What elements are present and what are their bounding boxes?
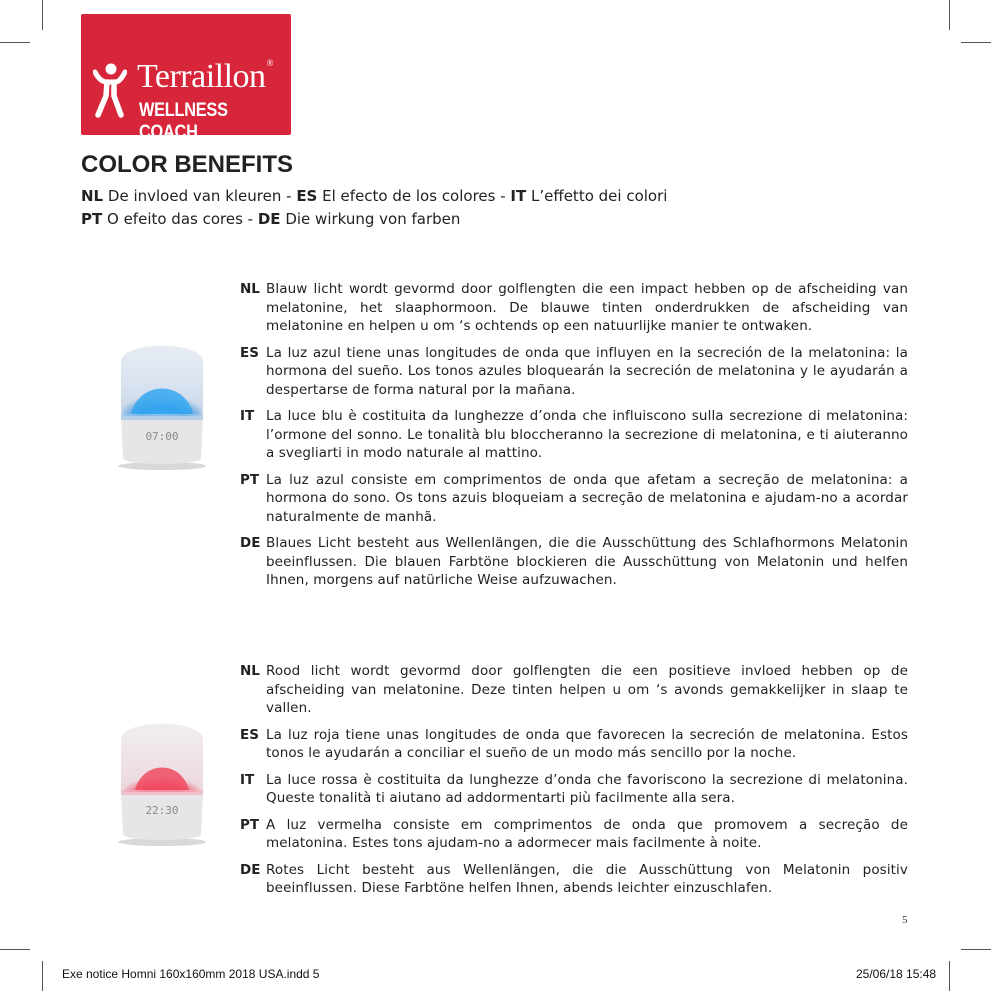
crop-mark <box>42 961 43 991</box>
footer-date: 25/06/18 15:48 <box>856 967 937 981</box>
crop-mark <box>42 0 43 30</box>
language-code: DE <box>257 210 281 228</box>
language-code: IT <box>240 771 255 788</box>
language-code: PT <box>240 816 260 833</box>
language-title: L’effetto dei colori <box>526 187 668 205</box>
footer-file-name: Exe notice Homni 160x160mm 2018 USA.indd 5 <box>62 967 320 981</box>
paragraph-it <box>240 407 908 463</box>
paragraph-pt <box>240 471 908 527</box>
language-titles-line-1 <box>81 187 667 205</box>
paragraph-nl <box>240 280 908 336</box>
language-title: O efeito das cores - <box>102 210 258 228</box>
brand-logo <box>81 14 291 143</box>
language-code: IT <box>240 408 255 424</box>
paragraph-text: La luce rossa è costituita da lunghezze d’onda che favoriscono la secrezione di melatonina. Queste tonalità ti aiutano ad addormentarti più facilmente alla sera. <box>266 771 908 806</box>
language-code: PT <box>81 210 103 228</box>
paragraph-nl <box>240 662 908 718</box>
language-code: PT <box>240 471 260 488</box>
language-code: ES <box>240 726 259 743</box>
page-title: COLOR BENEFITS <box>81 151 294 178</box>
language-code: DE <box>240 535 261 551</box>
language-titles-line-2 <box>81 210 460 228</box>
paragraph-text: La luz azul consiste em comprimentos de onda que afetam a secreção de melatonina: a hormona do sono. Os tons azuis bloqueiam a secreção de melatonina e ajudam-no a acordar naturalmente de manhã. <box>266 471 908 525</box>
paragraph-es <box>240 344 908 400</box>
red-light-section <box>240 662 908 898</box>
paragraph-it <box>240 771 908 808</box>
clock-display: 07:00 <box>145 430 179 443</box>
language-code: NL <box>240 281 260 297</box>
person-figure-icon <box>93 62 127 118</box>
blue-lamp-image <box>113 332 211 472</box>
crop-mark <box>0 42 30 43</box>
language-code: IT <box>510 187 527 205</box>
crop-mark <box>949 0 950 30</box>
paragraph-text: La luz roja tiene unas longitudes de onda que favorecen la secreción de melatonina. Estos tonos le ayudarán a conciliar el sueño de un modo más sencillo por la noche. <box>266 726 908 761</box>
paragraph-text: La luz azul tiene unas longitudes de onda que influyen en la secreción de la melatonina: la hormona del sueño. Los tonos azules bloquearán la secreción de melatonina y le ayudarán a despertarse de forma natural por la mañana. <box>266 344 908 398</box>
paragraph-text: Blaues Licht besteht aus Wellenlängen, die die Ausschüttung des Schlafhormons Melatonin beeinflussen. Die blauen Farbtöne blockieren die Ausschüttung von Melatonin und helfen Ihnen, morgens auf natürliche Weise aufzuwachen. <box>266 535 908 588</box>
brand-name: Terraillon® <box>137 58 273 95</box>
language-code: DE <box>240 861 261 878</box>
language-title: Die wirkung von farben <box>280 210 461 228</box>
language-title: De invloed van kleuren - <box>103 187 297 205</box>
language-code: ES <box>296 187 318 205</box>
language-code: ES <box>240 344 259 361</box>
brand-subtitle: WELLNESS COACH <box>139 100 228 143</box>
crop-mark <box>0 949 30 950</box>
paragraph-text: La luce blu è costituita da lunghezze d’onda che influiscono sulla secrezione di melatonina: l’ormone del sonno. Le tonalità blu bloccheranno la secrezione di melatonina, e ti aiuteranno a svegliarti in modo naturale al mattino. <box>266 408 908 461</box>
language-title: El efecto de los colores - <box>317 187 511 205</box>
crop-mark <box>961 42 991 43</box>
red-lamp-image <box>113 710 211 848</box>
paragraph-text: Rood licht wordt gevormd door golflengten die een positieve invloed hebben op de afscheiding van melatonine. Deze tinten helpen u om ‘s avonds gemakkelijker in slaap te vallen. <box>266 663 908 716</box>
clock-display: 22:30 <box>145 804 179 817</box>
paragraph-es <box>240 726 908 763</box>
paragraph-de <box>240 861 908 898</box>
page-number: 5 <box>902 914 908 926</box>
paragraph-text: A luz vermelha consiste em comprimentos de onda que promovem a secreção de melatonina. Estes tons ajudam-no a adormecer mais facilmente à noite. <box>266 816 908 851</box>
paragraph-de <box>240 534 908 590</box>
paragraph-pt <box>240 816 908 853</box>
crop-mark <box>949 961 950 991</box>
language-code: NL <box>81 187 104 205</box>
paragraph-text: Blauw licht wordt gevormd door golflengten die een impact hebben op de afscheiding van melatonine, het slaaphormoon. De blauwe tinten onderdrukken de afscheiding van melatonine en helpen u om ‘s ochtends op een natuurlijke manier te ontwaken. <box>266 281 908 334</box>
crop-mark <box>961 949 991 950</box>
language-code: NL <box>240 663 260 679</box>
blue-light-section <box>240 280 908 590</box>
paragraph-text: Rotes Licht besteht aus Wellenlängen, die die Ausschüttung von Melatonin positiv beeinflussen. Diese Farbtöne helfen Ihnen, abends leichter einzuschlafen. <box>266 861 908 896</box>
